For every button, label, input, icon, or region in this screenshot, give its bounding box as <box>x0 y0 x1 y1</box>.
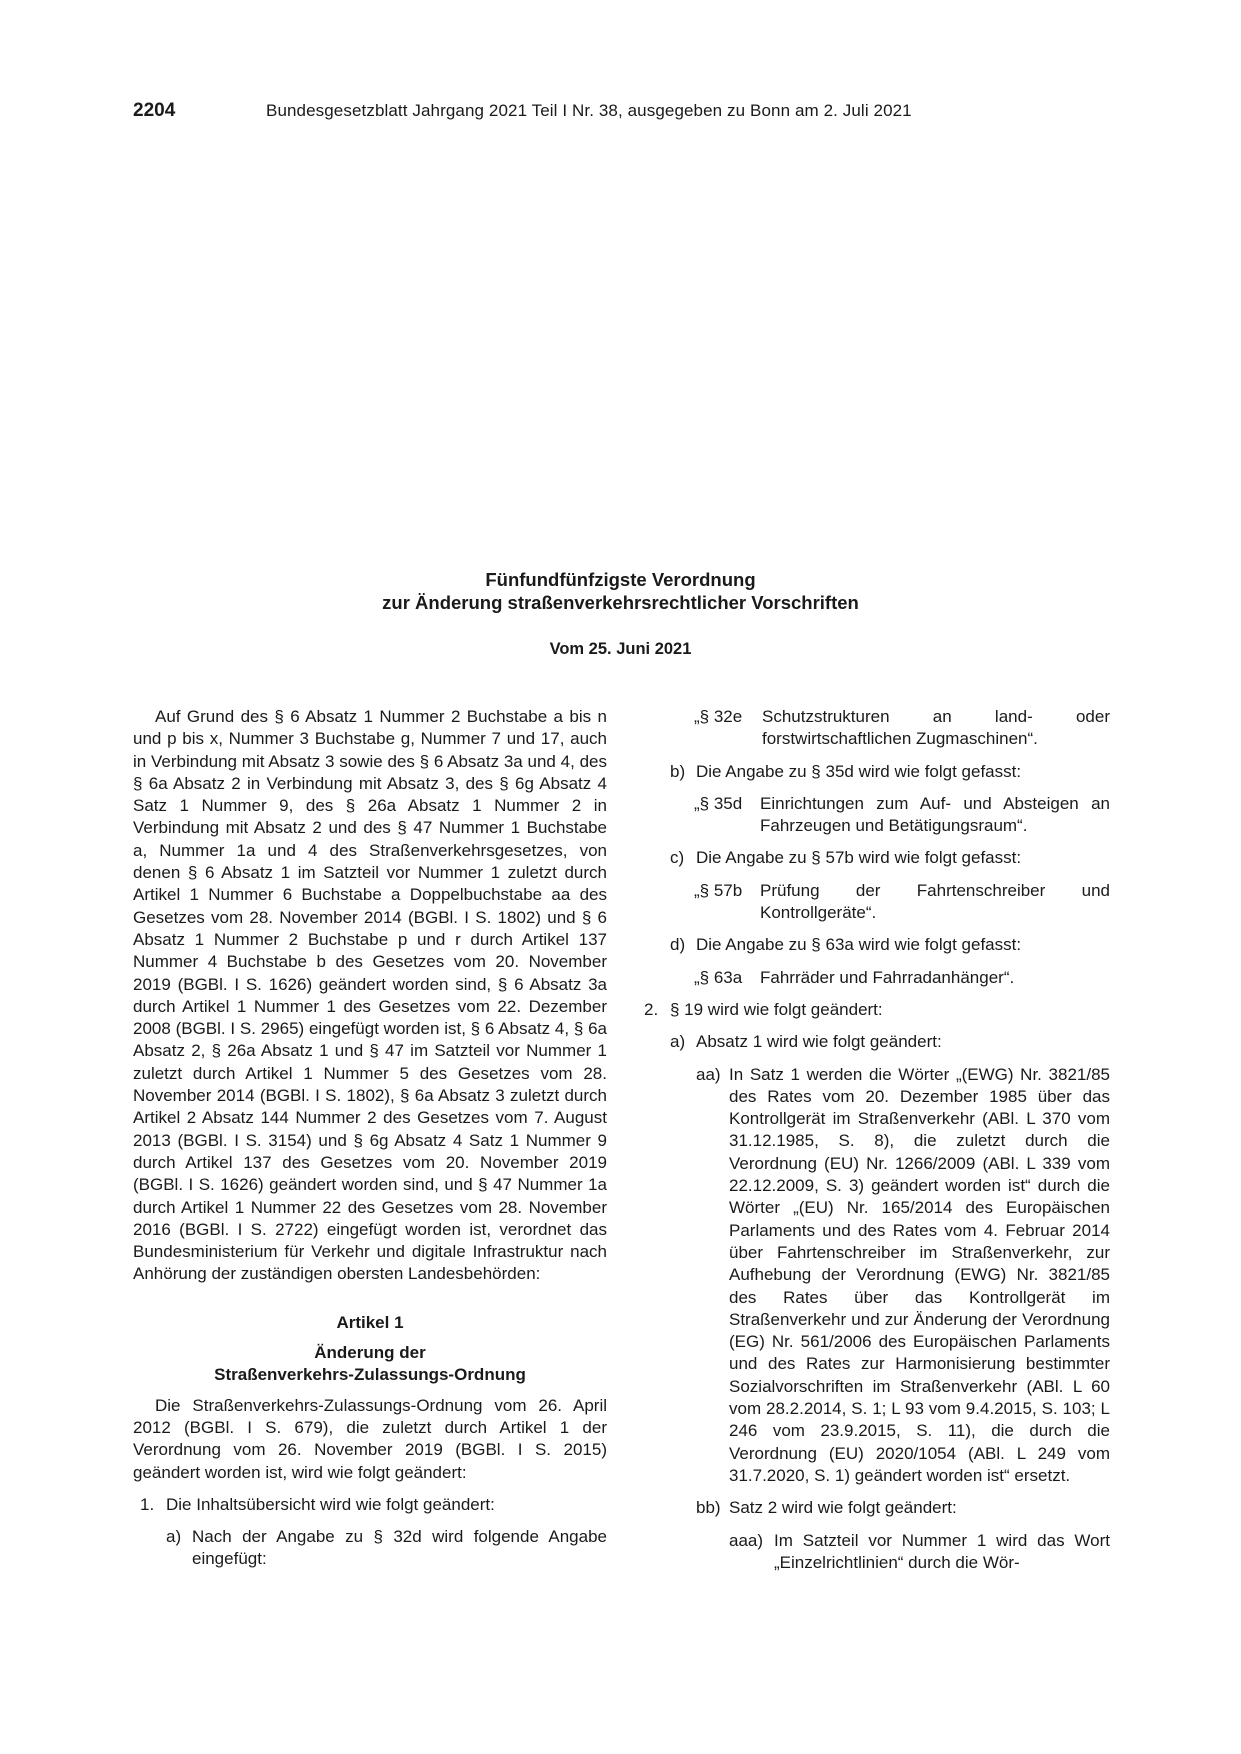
list-item-bb <box>696 1497 1110 1519</box>
running-header <box>133 100 1108 126</box>
right-column <box>644 706 1110 1574</box>
quoted-entry-35d <box>694 793 1110 838</box>
list-label: aa) <box>696 1064 721 1084</box>
list-item-2a <box>670 1031 1110 1053</box>
list-text: Die Angabe zu § 35d wird wie folgt gefasst: <box>696 761 1022 781</box>
list-text: Die Angabe zu § 57b wird wie folgt gefasst: <box>696 848 1022 868</box>
quoted-paragraph-number: „§ 57b <box>694 880 743 900</box>
article-intro: Die Straßenverkehrs-Zulassungs-Ordnung vom 26. April 2012 (BGBl. I S. 679), die zuletzt durch Artikel 1 der Verordnung vom 26. November 2019 (BGBl. I S. 2015) geändert worden ist, wird wie folgt geändert: <box>133 1395 607 1482</box>
ordinance-title <box>0 568 1241 614</box>
quoted-paragraph-text: Einrichtungen zum Auf- und Absteigen an Fahrzeugen und Betätigungsraum“. <box>760 793 1110 836</box>
list-text: In Satz 1 werden die Wörter „(EWG) Nr. 3821/85 des Rates vom 20. Dezember 1985 über das Kontrollgerät im Straßenverkehr (ABl. L 370 vom 31.12.1985, S. 8), die zuletzt durch die Verordnung (EU) Nr. 1266/2009 (ABl. L 339 vom 22.12.2009, S. 3) geändert worden ist“ durch die Wörter „(EU) Nr. 165/2014 des Europäischen Parlaments und des Rates vom 4. Februar 2014 über Fahrtenschreiber im Straßenverkehr, zur Aufhebung der Verordnung (EWG) Nr. 3821/85 des Rates über das Kontrollgerät im Straßenverkehr und zur Änderung der Verordnung (EG) Nr. 561/2006 des Europäischen Parlaments und des Rates zur Harmonisierung bestimmter Sozialvorschriften im Straßenverkehr (ABl. L 60 vom 28.2.2014, S. 1; L 93 vom 9.4.2015, S. 103; L 246 vom 23.9.2015, S. 11), die durch die Verordnung (EU) 2020/1054 (ABl. L 249 vom 31.7.2020, S. 1) geändert worden ist“ ersetzt. <box>729 1064 1110 1485</box>
list-text: Absatz 1 wird wie folgt geändert: <box>696 1032 942 1052</box>
list-item-1b <box>670 761 1110 783</box>
title-line-1: Fünfundfünfzigste Verordnung <box>485 569 756 590</box>
quoted-paragraph-number: „§ 32e <box>694 707 743 726</box>
article-heading-line-2: Straßenverkehrs-Zulassungs-Ordnung <box>214 1365 526 1385</box>
list-text: Satz 2 wird wie folgt geändert: <box>729 1498 957 1518</box>
quoted-entry-63a <box>694 967 1110 989</box>
list-text: § 19 wird wie folgt geändert: <box>670 999 883 1019</box>
list-item-1 <box>140 1494 607 1516</box>
list-text: Nach der Angabe zu § 32d wird folgende Angabe eingefügt: <box>192 1527 607 1569</box>
list-label: c) <box>670 848 685 868</box>
quoted-entry-57b <box>694 880 1110 925</box>
article-heading-line-1: Änderung der <box>314 1343 426 1363</box>
list-text: Die Angabe zu § 63a wird wie folgt gefasst: <box>696 935 1022 955</box>
list-text: Im Satzteil vor Nummer 1 wird das Wort „Einzelrichtlinien“ durch die Wör- <box>774 1530 1110 1572</box>
quoted-paragraph-text: Fahrräder und Fahrradanhänger“. <box>760 967 1015 987</box>
page-number: 2204 <box>133 100 176 121</box>
list-text: Die Inhaltsübersicht wird wie folgt geändert: <box>166 1494 495 1514</box>
left-column <box>133 706 607 1571</box>
article-title: Artikel 1 <box>336 1312 404 1332</box>
list-item-aa <box>696 1064 1110 1488</box>
ordinance-date: Vom 25. Juni 2021 <box>549 640 692 658</box>
list-label: a) <box>670 1032 686 1052</box>
quoted-paragraph-text: Schutzstrukturen an land- oder forstwirtschaftlichen Zugmaschinen“. <box>762 707 1110 749</box>
list-item-2 <box>644 999 1110 1021</box>
preamble: Auf Grund des § 6 Absatz 1 Nummer 2 Buchstabe a bis n und p bis x, Nummer 3 Buchstabe g, Nummer 7 und 17, auch in Verbindung mit Absatz 3 sowie des § 6 Absatz 3a und 4, des § 6a Absatz 2 in Verbindung mit Absatz 3, des § 6g Absatz 4 Satz 1 Nummer 9, des § 26a Absatz 1 Nummer 2 in Verbindung mit Absatz 2 und des § 47 Nummer 1 Buchstabe a, Nummer 1a und 4 des Straßenverkehrsgesetzes, von denen § 6 Absatz 1 im Satzteil vor Nummer 1 zuletzt durch Artikel 1 Nummer 6 Buchstabe a Doppelbuchstabe aa des Gesetzes vom 28. November 2014 (BGBl. I S. 1802) und § 6 Absatz 1 Nummer 2 Buchstabe p und r durch Artikel 137 Nummer 4 Buchstabe b des Gesetzes vom 20. November 2019 (BGBl. I S. 1626) geändert worden sind, § 6 Absatz 3a durch Artikel 1 Nummer 1 des Gesetzes vom 22. Dezember 2008 (BGBl. I S. 2965) eingefügt worden ist, § 6 Absatz 4, § 6a Absatz 2, § 26a Absatz 1 und § 47 im Satzteil vor Nummer 1 zuletzt durch Artikel 1 Nummer 5 des Gesetzes vom 28. November 2014 (BGBl. I S. 1802), § 6a Absatz 3 zuletzt durch Artikel 2 Absatz 144 Nummer 2 des Gesetzes vom 7. August 2013 (BGBl. I S. 3154) und § 6g Absatz 4 Satz 1 Nummer 9 durch Artikel 137 des Gesetzes vom 20. November 2019 (BGBl. I S. 1626) geändert worden sind, und § 47 Nummer 1a durch Artikel 1 Nummer 22 des Gesetzes vom 28. November 2016 (BGBl. I S. 2722) eingefügt worden ist, verordnet das Bundesministerium für Verkehr und digitale Infrastruktur nach Anhörung der zuständigen obersten Landesbehörden: <box>133 707 607 1284</box>
quoted-paragraph-number: „§ 63a <box>694 967 743 987</box>
quoted-paragraph-number: „§ 35d <box>694 793 743 813</box>
title-line-2: zur Änderung straßenverkehrsrechtlicher Vorschriften <box>382 592 859 613</box>
list-item-1c <box>670 847 1110 869</box>
list-label: d) <box>670 935 686 955</box>
list-label: bb) <box>696 1498 721 1518</box>
list-label: aaa) <box>729 1530 764 1550</box>
quoted-paragraph-text: Prüfung der Fahrtenschreiber und Kontrollgeräte“. <box>760 880 1110 923</box>
list-item-1a <box>166 1526 607 1571</box>
list-label: a) <box>166 1527 182 1547</box>
list-label: b) <box>670 761 686 781</box>
list-label: 1. <box>140 1494 155 1514</box>
publication-line: Bundesgesetzblatt Jahrgang 2021 Teil I Nr. 38, ausgegeben zu Bonn am 2. Juli 2021 <box>266 101 912 120</box>
list-label: 2. <box>644 999 659 1019</box>
list-item-aaa <box>729 1530 1110 1575</box>
list-item-1d <box>670 934 1110 956</box>
quoted-entry-32e <box>694 706 1110 751</box>
